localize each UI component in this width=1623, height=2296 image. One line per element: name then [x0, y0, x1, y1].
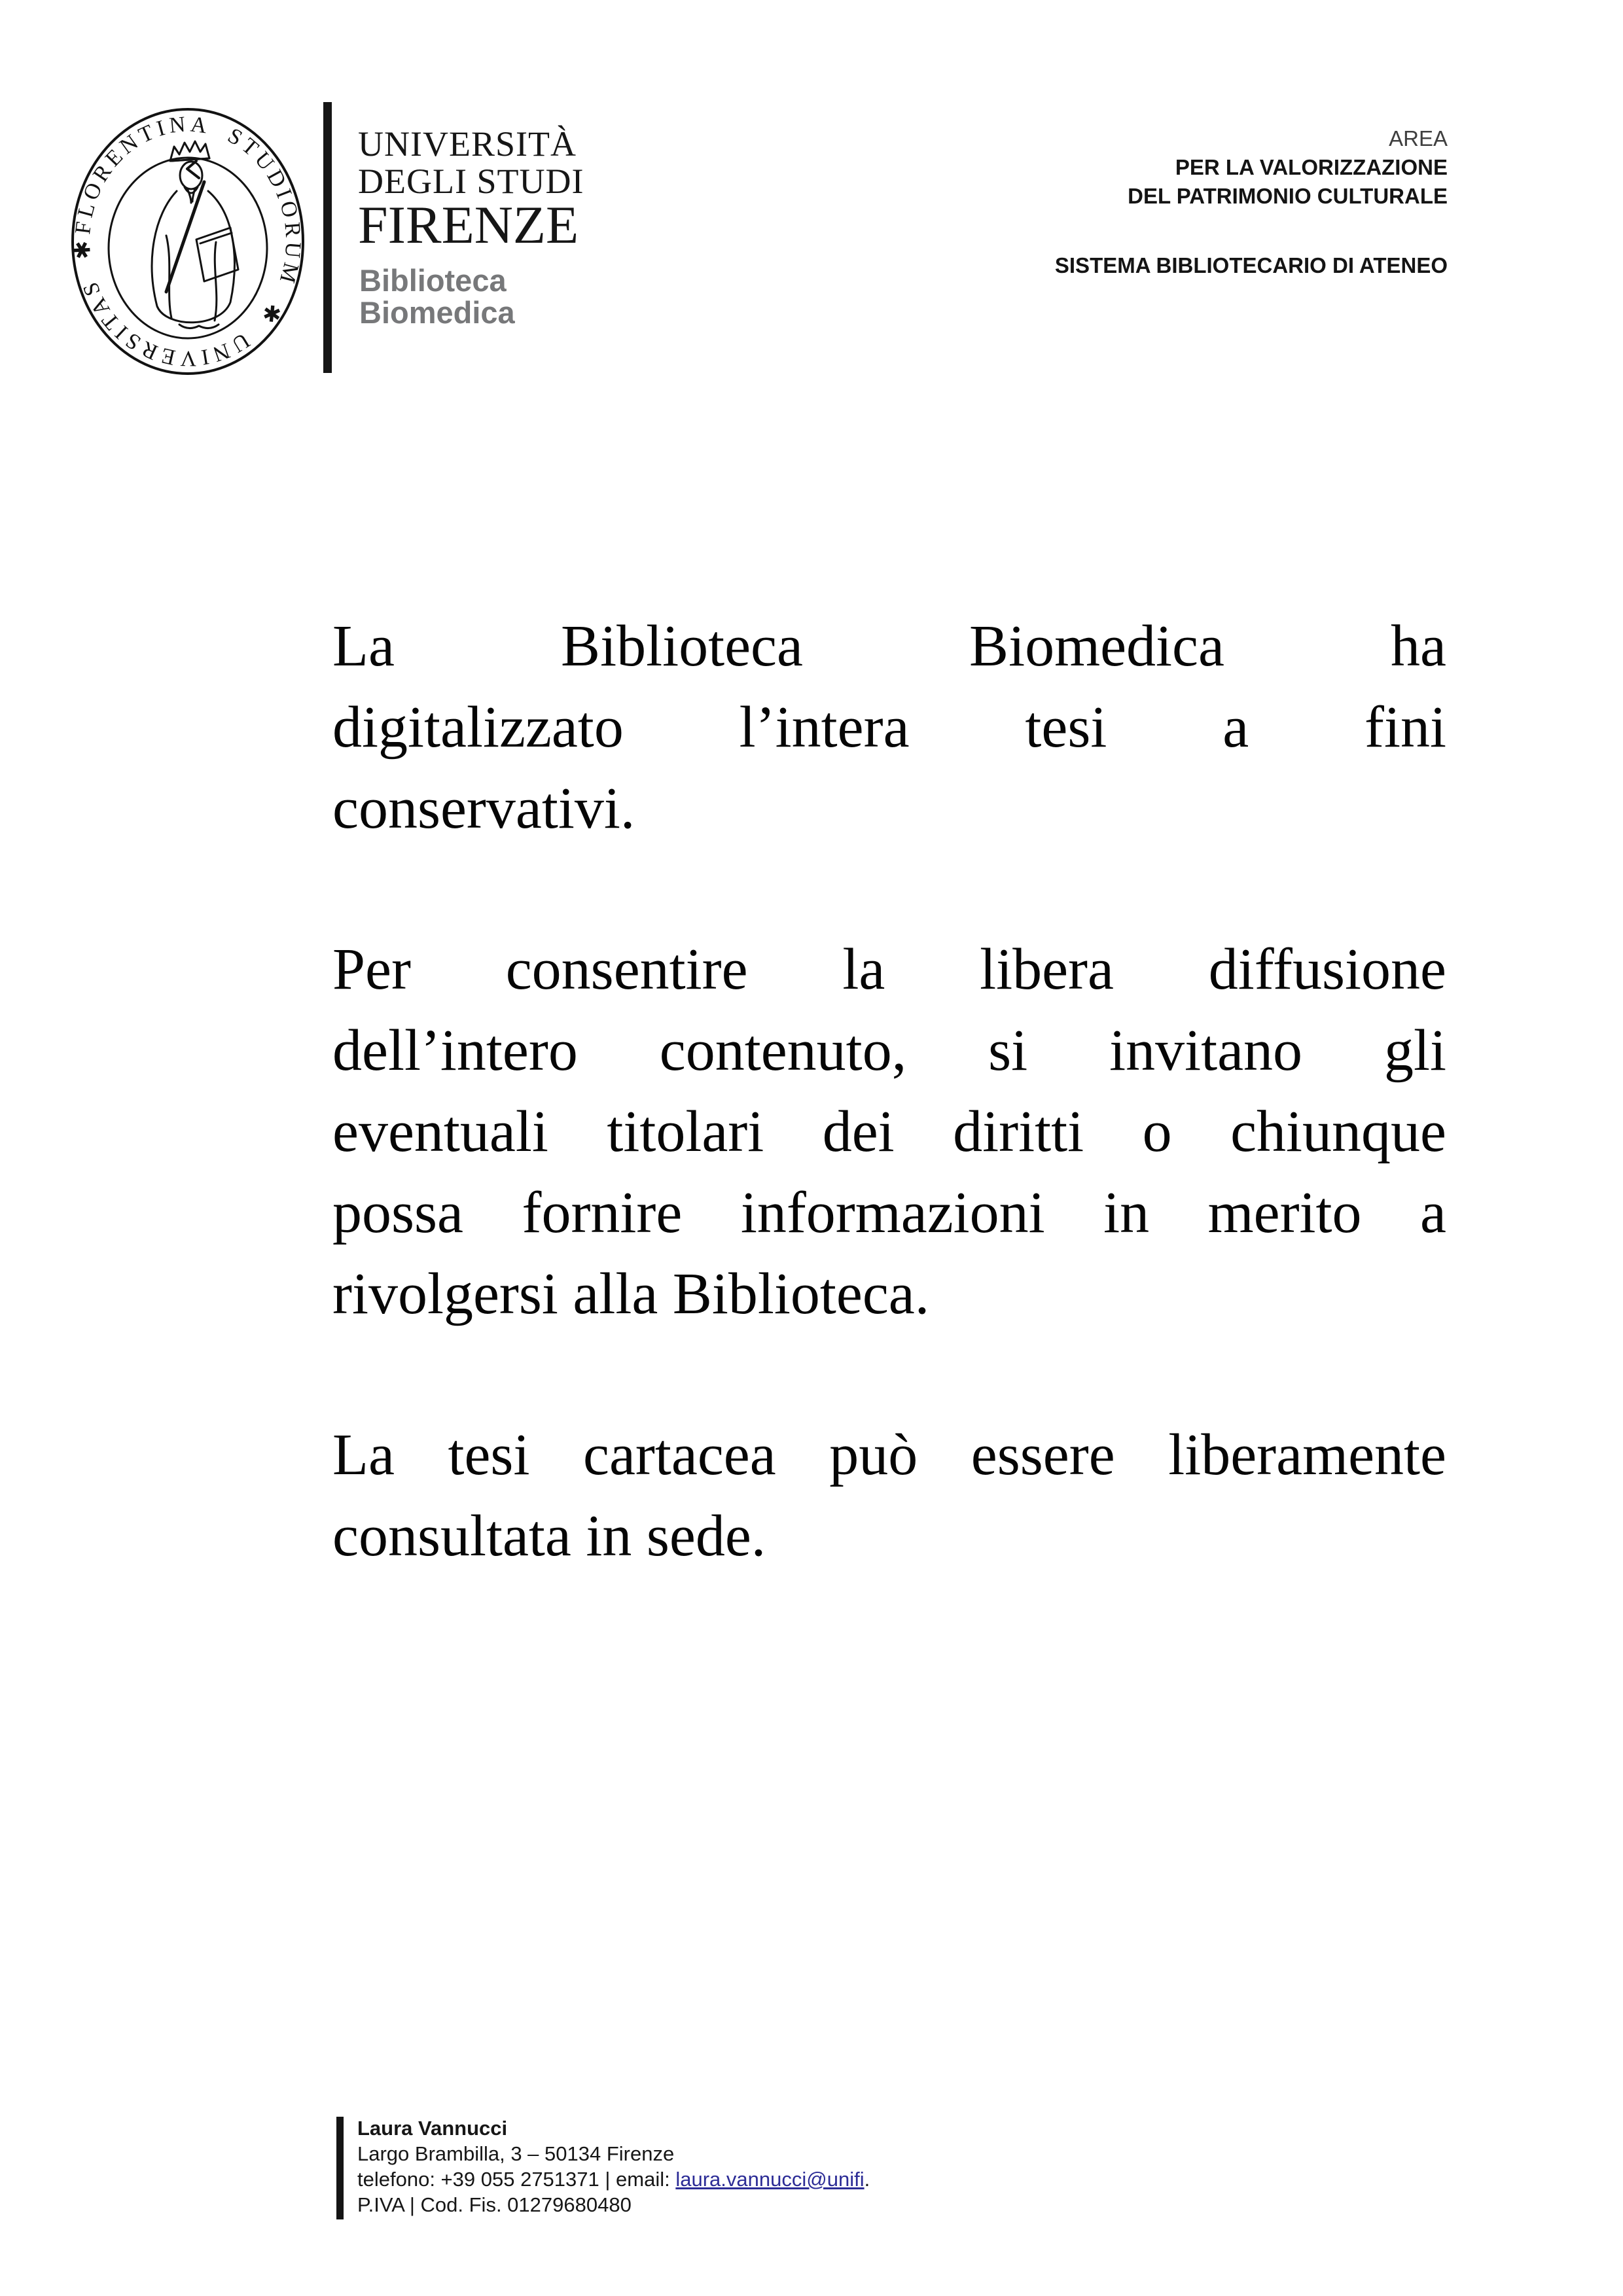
body-text: [332, 606, 1446, 1657]
body-line: consultata in sede.: [332, 1504, 766, 1568]
body-line: conservativi.: [332, 776, 635, 841]
university-name-line1: UNIVERSITÀ: [358, 124, 577, 164]
area-header-block: [1055, 124, 1448, 280]
area-line-patrimonio: DEL PATRIMONIO CULTURALE: [1128, 184, 1448, 208]
contact-address: Largo Brambilla, 3 – 50134 Firenze: [357, 2142, 675, 2165]
email-suffix: .: [864, 2168, 870, 2191]
sistema-bibliotecario-label: SISTEMA BIBLIOTECARIO DI ATENEO: [1054, 253, 1448, 277]
university-name-line2: DEGLI STUDI: [358, 162, 584, 201]
body-line: rivolgersi alla Biblioteca.: [332, 1262, 930, 1326]
body-line: digitalizzato l’intera tesi a fini: [332, 695, 1446, 760]
logo-divider-bar: [323, 102, 332, 373]
contact-phone-email: [357, 2166, 870, 2192]
body-line: Per consentire la libera diffusione: [332, 937, 1446, 1002]
body-paragraph: [332, 1415, 1446, 1577]
area-label: AREA: [1389, 126, 1448, 150]
area-line-valorizzazione: PER LA VALORIZZAZIONE: [1175, 155, 1448, 179]
footer-divider-bar: [336, 2117, 344, 2219]
university-name-line3: FIRENZE: [358, 195, 579, 255]
body-line: eventuali titolari dei diritti o chiunque: [332, 1099, 1446, 1164]
phone-email-prefix: telefono: +39 055 2751371 | email:: [357, 2168, 676, 2191]
email-link[interactable]: laura.vannucci@unifi: [675, 2168, 865, 2191]
body-paragraph: [332, 606, 1446, 849]
body-line: possa fornire informazioni in merito a: [332, 1180, 1446, 1245]
contact-name: Laura Vannucci: [357, 2117, 508, 2140]
body-line: dell’intero contenuto, si invitano gli: [332, 1018, 1446, 1083]
library-name-line1: Biblioteca: [359, 263, 507, 298]
university-seal-logo: [68, 105, 308, 378]
footer-contact-block: [357, 2115, 870, 2217]
library-name-line2: Biomedica: [359, 295, 515, 330]
contact-fiscal: P.IVA | Cod. Fis. 01279680480: [357, 2193, 632, 2216]
body-line: La Biblioteca Biomedica ha: [332, 614, 1446, 679]
body-line: La tesi cartacea può essere liberamente: [332, 1422, 1446, 1487]
body-paragraph: [332, 929, 1446, 1335]
seal-caption: FLORENTINA STUDIORUM ✱ UNIVERSITAS ✱: [70, 112, 306, 371]
